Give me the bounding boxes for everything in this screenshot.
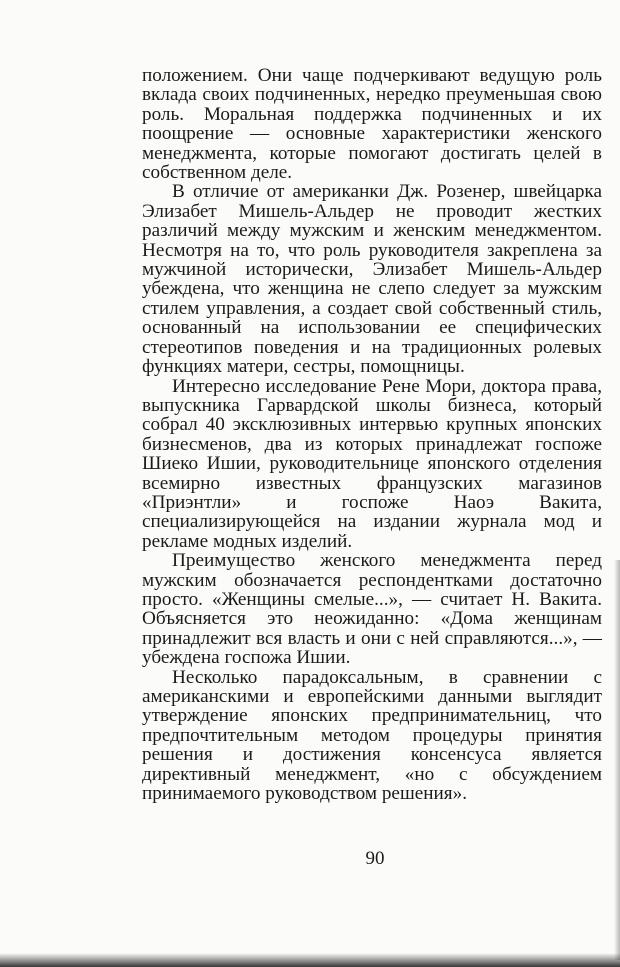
scan-bottom-shadow bbox=[0, 953, 620, 967]
paragraph-1: положением. Они чаще подчеркивают ведущую роль вклада своих подчиненных, нередко преуменьшая свою роль. Моральная поддержка подчиненных и их поощрение — основные характеристики женского менеджмента, которые помогают достигать целей в собственном деле. bbox=[142, 65, 602, 184]
page-number: 90 bbox=[365, 848, 385, 869]
paragraph-4: Преимущество женского менеджмента перед мужским обозначается респондентками достаточно просто. «Женщины смелые...», — считает Н. Вакита. Объясняется это неожиданно: «Дома женщинам принадлежит вся власть и они с ней справляются...», — убеждена госпожа Ишии. bbox=[142, 550, 602, 669]
paragraph-5: Несколько парадоксальным, в сравнении с американскими и европейскими данными выглядит утверждение японских предпринимательниц, что предпочтительным методом процедуры принятия решения и достижения консенсуса является директивный менеджмент, «но с обсуждением принимаемого руководством решения». bbox=[142, 666, 602, 805]
scan-edge-shadow bbox=[614, 560, 620, 960]
paragraph-3: Интересно исследование Рене Мори, доктора права, выпускника Гарвардской школы бизнеса, который собрал 40 эксклюзивных интервью крупных японских бизнесменов, два из которых принадлежат госпоже Шиеко Ишии, руководительнице японского отделения всемирно известных французских магазинов «Приэнтли» и госпоже Наоэ Вакита, специализирующейся на издании журнала мод и рекламе модных изделий. bbox=[142, 375, 602, 552]
body-text bbox=[142, 66, 602, 803]
paragraph-2: В отличие от американки Дж. Розенер, швейцарка Элизабет Мишель-Альдер не проводит жестких различий между мужским и женским менеджментом. Несмотря на то, что роль руководителя закреплена за мужчиной исторически, Элизабет Мишель-Альдер убеждена, что женщина не слепо следует за мужским стилем управления, а создает свой собственный стиль, основанный на использовании ее специфических стереотипов поведения и на традиционных ролевых функциях матери, сестры, помощницы. bbox=[142, 181, 602, 378]
